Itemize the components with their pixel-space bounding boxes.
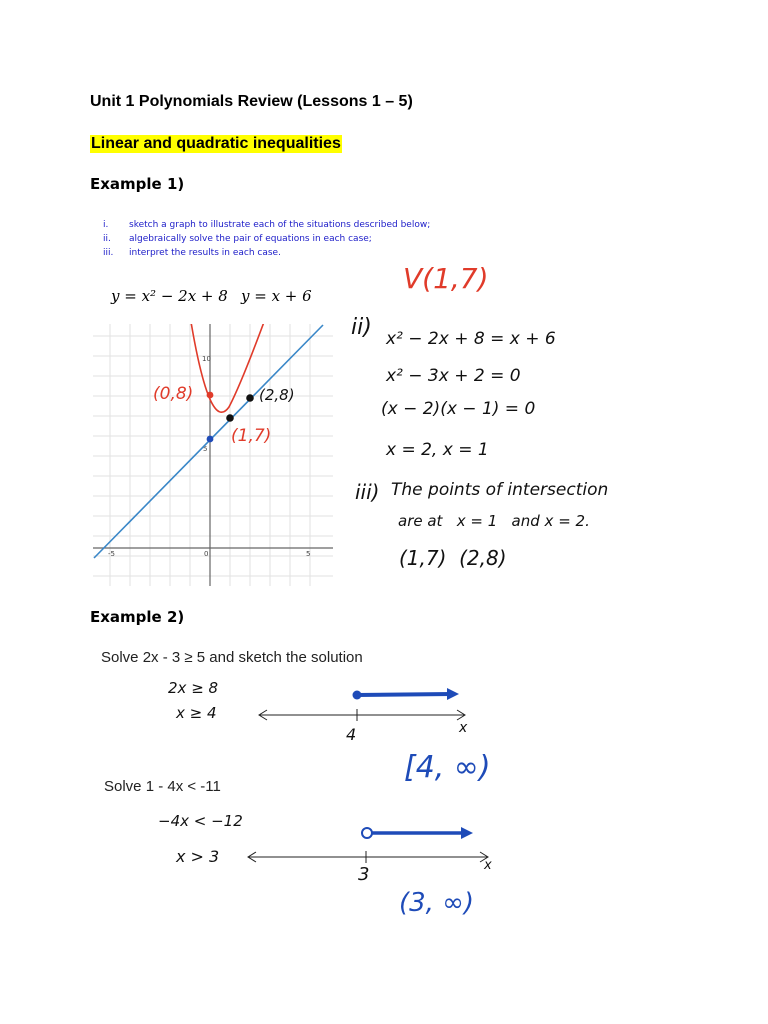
point-1-7 (226, 414, 234, 422)
problem-2-answer: (3, ∞) (399, 888, 475, 918)
part-ii-label: ii) (351, 315, 372, 340)
label-2-8: (2,8) (259, 386, 295, 404)
point-2-8 (246, 394, 254, 402)
section-heading: Linear and quadratic inequalities (91, 135, 341, 152)
problem-2-prompt: Solve 1 - 4x < -11 (104, 778, 221, 795)
equation-line: y = x + 6 (241, 287, 312, 305)
example-1-panel (93, 212, 623, 602)
example-1-label: Example 1) (90, 175, 185, 193)
x-tick-neg5: -5 (108, 550, 115, 558)
vertex-note: V(1,7) (403, 262, 489, 295)
number-line-1-tick-label: 4 (346, 725, 357, 744)
y-tick-10: 10 (202, 355, 211, 363)
x-tick-5: 5 (306, 550, 311, 558)
problem-2-step-1: −4x < −12 (158, 812, 243, 830)
graph (93, 324, 333, 586)
instruction-ii: ii. algebraically solve the pair of equations in each case; (103, 234, 372, 244)
part-iii-label: iii) (355, 480, 380, 504)
x-tick-0: 0 (204, 550, 209, 558)
work-line-1: x² − 2x + 8 = x + 6 (386, 329, 556, 349)
number-line-2-tick-label: 3 (358, 864, 370, 885)
number-line-2-x-label: x (484, 858, 492, 873)
closed-dot-4 (353, 691, 362, 700)
work-line-3: (x − 2)(x − 1) = 0 (381, 399, 536, 419)
label-1-7: (1,7) (231, 426, 272, 446)
label-0-8: (0,8) (153, 384, 194, 404)
number-line-1-x-label: x (459, 720, 468, 736)
open-dot-3 (362, 828, 372, 838)
problem-2-step-2: x > 3 (176, 847, 220, 866)
work-line-4: x = 2, x = 1 (386, 440, 489, 460)
y-tick-5: 5 (203, 445, 208, 453)
example-2-panel (92, 640, 507, 930)
problem-1-answer: [4, ∞) (404, 750, 491, 785)
point-0-6 (207, 436, 214, 443)
equation-parabola: y = x² − 2x + 8 (111, 287, 228, 305)
number-line-2 (240, 820, 495, 870)
work-line-2: x² − 3x + 2 = 0 (386, 366, 521, 386)
work-line-6: are at x = 1 and x = 2. (398, 512, 590, 530)
solution-ray-1 (357, 694, 452, 695)
instruction-i: i. sketch a graph to illustrate each of the situations described below; (103, 220, 431, 230)
solution-ray-1-arrowhead (447, 688, 459, 700)
work-line-7: (1,7) (2,8) (399, 546, 507, 570)
problem-1-step-2: x ≥ 4 (176, 704, 217, 722)
page-title: Unit 1 Polynomials Review (Lessons 1 – 5) (90, 93, 413, 110)
number-line-1 (247, 680, 477, 740)
work-line-5: The points of intersection (391, 480, 609, 500)
example-2-label: Example 2) (90, 608, 185, 626)
instruction-iii: iii. interpret the results in each case. (103, 248, 281, 258)
problem-1-step-1: 2x ≥ 8 (168, 679, 219, 697)
solution-ray-2-arrowhead (461, 827, 473, 839)
problem-1-prompt: Solve 2x - 3 ≥ 5 and sketch the solution (101, 649, 363, 666)
point-0-8 (207, 392, 214, 399)
